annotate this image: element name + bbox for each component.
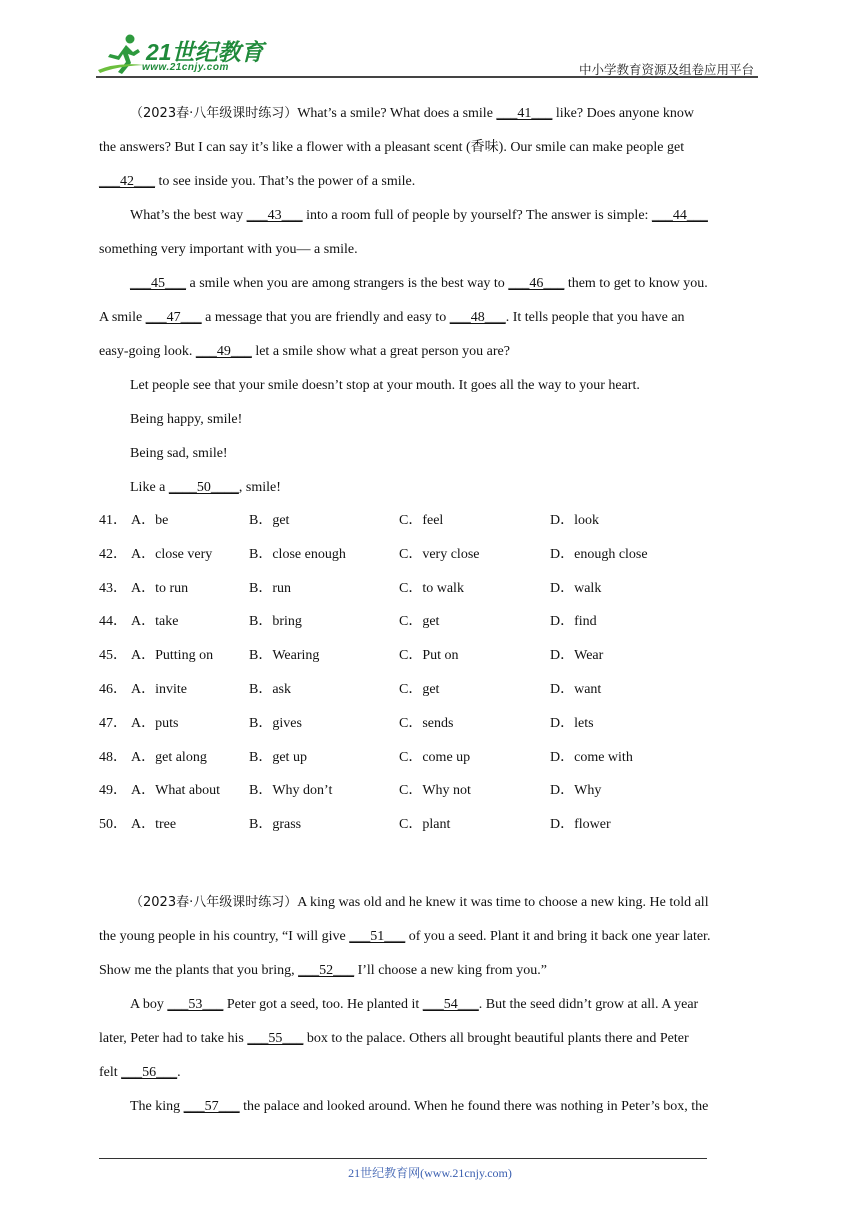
header-divider [96,76,758,78]
text: . But the seed didn’t grow at all. A year [478,997,699,1012]
text: . It tells people that you have an [505,310,685,325]
blank-53: ___53___ [167,997,224,1012]
option-b: B．run [249,581,291,596]
text: Show me the plants that you bring, [99,963,299,978]
option-b: B．ask [249,682,291,697]
passage2-line-1 [130,892,709,914]
text: What’s a smile? What does a smile [297,106,497,121]
blank-42: ___42___ [99,174,155,189]
option-a: A．be [131,513,169,528]
option-d: D．enough close [550,547,648,562]
text: Peter got a seed, too. He planted it [223,997,423,1012]
passage1-line-10 [130,409,242,431]
text: Being happy, smile! [130,412,243,427]
blank-57: ___57___ [183,1099,240,1114]
option-b: B．Why don’t [249,783,333,798]
option-b: B．grass [249,817,302,832]
option-a: A．invite [131,682,187,697]
text: something very important with you— a smile. [99,242,358,257]
blank-41: ___41___ [496,106,553,121]
passage1-line-3 [99,171,415,193]
option-c: C．Put on [399,648,459,663]
question-number: 41． [99,513,127,528]
option-c: C．to walk [399,581,464,596]
option-b: B．Wearing [249,648,320,663]
blank-46: ___46___ [508,276,565,291]
text: . [177,1065,181,1080]
page-header [96,32,758,78]
question-number: 42． [99,547,127,562]
option-a: A．to run [131,581,189,596]
passage1-line-12 [130,477,281,499]
passage1-line-5 [99,239,358,261]
option-d: D．flower [550,817,611,832]
blank-43: ___43___ [246,208,303,223]
text: I’ll choose a new king from you.” [354,963,547,978]
option-d: D．Why [550,783,602,798]
option-d: D．find [550,614,597,629]
text: of you a seed. Plant it and bring it back one year later. [405,929,711,944]
logo [96,32,266,76]
text: them to get to know you. [564,276,708,291]
blank-45: ___45___ [130,276,186,291]
logo-text: 21世纪教育 [146,39,264,65]
blank-54: ___54___ [422,997,479,1012]
passage1-line-8 [99,341,510,363]
passage1-line-7 [99,307,685,329]
text: What’s the best way [130,208,247,223]
text: The king [130,1099,184,1114]
blank-51: ___51___ [349,929,406,944]
option-a: A．take [131,614,179,629]
option-c: C．Why not [399,783,471,798]
option-a: A．tree [131,817,177,832]
option-d: D．look [550,513,599,528]
option-d: D．come with [550,750,633,765]
text: a message that you are friendly and easy to [201,310,450,325]
text: the young people in his country, “I will give [99,929,350,944]
footer-text: 21世纪教育网(www.21cnjy.com) [348,1166,512,1180]
runner-logo-icon [96,32,148,76]
text: the answers? But I can say it’s like a flower with a pleasant scent (香味). Our smile can make people get [99,140,685,155]
question-number: 45． [99,648,127,663]
option-a: A．What about [131,783,221,798]
passage1-line-11 [130,443,228,465]
passage2-line-7 [130,1096,708,1118]
option-b: B．gives [249,716,302,731]
option-a: A．get along [131,750,207,765]
blank-49: ___49___ [195,344,252,359]
passage2-line-5 [99,1028,689,1050]
passage2-line-6 [99,1062,181,1084]
text: A boy [130,997,168,1012]
option-d: D．want [550,682,602,697]
text: felt [99,1065,122,1080]
option-d: D．Wear [550,648,604,663]
logo-url: www.21cnjy.com [142,62,229,73]
option-a: A．puts [131,716,179,731]
text: Like a [130,480,169,495]
passage2-line-3 [99,960,547,982]
option-b: B．get [249,513,290,528]
text: the palace and looked around. When he found there was nothing in Peter’s box, the [239,1099,709,1114]
question-number: 43． [99,581,127,596]
option-d: D．walk [550,581,602,596]
text: into a room full of people by yourself? The answer is simple: [302,208,652,223]
text: A smile [99,310,146,325]
blank-52: ___52___ [298,963,355,978]
text: box to the palace. Others all brought beautiful plants there and Peter [303,1031,689,1046]
text: , smile! [238,480,281,495]
footer-divider [99,1158,707,1159]
text: easy-going look. [99,344,196,359]
text: A king was old and he knew it was time to choose a new king. He told all [297,895,709,910]
option-c: C．very close [399,547,480,562]
option-d: D．lets [550,716,594,731]
text: Let people see that your smile doesn’t stop at your mouth. It goes all the way to your heart. [130,378,640,393]
option-c: C．come up [399,750,471,765]
question-number: 44． [99,614,127,629]
text: to see inside you. That’s the power of a smile. [155,174,416,189]
text: Being sad, smile! [130,446,228,461]
blank-47: ___47___ [145,310,202,325]
passage1-line-2 [99,137,684,159]
text: let a smile show what a great person you are? [251,344,510,359]
text: like? Does anyone know [552,106,694,121]
blank-50: ____50____ [168,480,239,495]
option-c: C．plant [399,817,451,832]
option-a: A．Putting on [131,648,214,663]
option-c: C．get [399,682,440,697]
passage2-source: （2023春·八年级课时练习） [130,895,298,910]
option-c: C．feel [399,513,444,528]
text: later, Peter had to take his [99,1031,248,1046]
blank-48: ___48___ [449,310,506,325]
option-b: B．get up [249,750,307,765]
passage2-line-2 [99,926,710,948]
blank-44: ___44___ [651,208,708,223]
question-number: 47． [99,716,127,731]
text: a smile when you are among strangers is the best way to [186,276,509,291]
option-c: C．sends [399,716,454,731]
question-number: 46． [99,682,127,697]
question-number: 49． [99,783,127,798]
passage1-line-9 [130,375,640,397]
passage1-line-1 [130,103,694,125]
option-a: A．close very [131,547,213,562]
blank-56: ___56___ [121,1065,178,1080]
platform-title: 中小学教育资源及组卷应用平台 [578,62,754,77]
option-b: B．bring [249,614,302,629]
passage1-line-6 [130,273,708,295]
passage2-line-4 [130,994,698,1016]
option-b: B．close enough [249,547,346,562]
passage1-source: （2023春·八年级课时练习） [130,106,298,121]
passage1-line-4 [130,205,708,227]
question-number: 50． [99,817,127,832]
blank-55: ___55___ [247,1031,304,1046]
option-c: C．get [399,614,440,629]
question-number: 48． [99,750,127,765]
